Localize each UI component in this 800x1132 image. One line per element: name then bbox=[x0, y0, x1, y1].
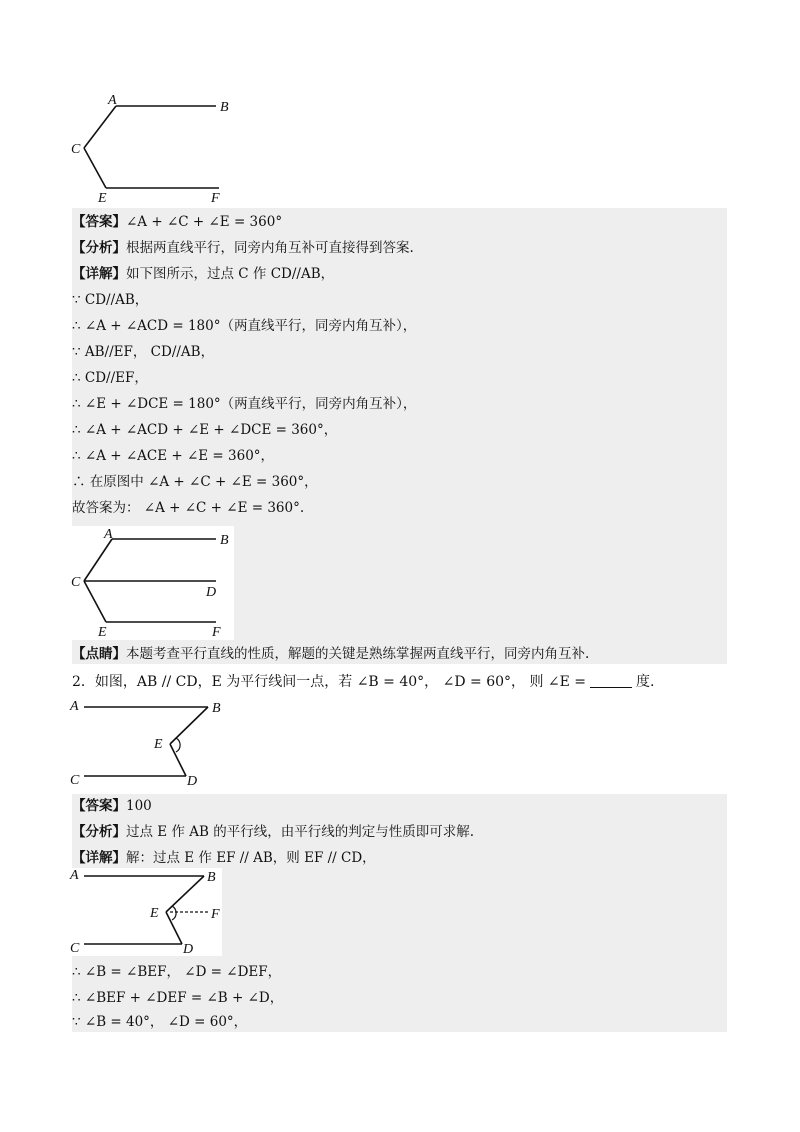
answer-2-text: 100 bbox=[126, 798, 152, 814]
analysis-2-line bbox=[72, 822, 727, 842]
label-e: E bbox=[150, 906, 159, 921]
figure-4-svg bbox=[66, 868, 222, 956]
label-e: E bbox=[154, 737, 163, 752]
label-b: B bbox=[220, 100, 229, 115]
label-e: E bbox=[98, 625, 107, 640]
label-f: F bbox=[211, 191, 220, 204]
comment-1-text: 本题考查平行直线的性质，解题的关键是熟练掌握两直线平行，同旁内角互补. bbox=[126, 646, 590, 662]
label-f: F bbox=[212, 625, 221, 640]
comment-tag: 【点睛】 bbox=[72, 646, 126, 662]
detail-1-line bbox=[72, 264, 727, 284]
step-2-3: ∵ ∠B = 40°， ∠D = 60°， bbox=[72, 1014, 248, 1030]
step-1-7: ∴ ∠A + ∠ACE + ∠E = 360°， bbox=[72, 448, 275, 464]
label-d: D bbox=[183, 942, 194, 956]
label-b: B bbox=[212, 701, 221, 716]
label-a: A bbox=[70, 868, 79, 883]
figure-1 bbox=[66, 92, 246, 204]
figure-2-svg bbox=[66, 526, 234, 640]
answer-1-line bbox=[72, 212, 727, 232]
detail-tag: 【详解】 bbox=[72, 850, 126, 866]
detail-2-text: 解：过点 E 作 EF // AB，则 EF // CD， bbox=[126, 850, 376, 866]
label-c: C bbox=[71, 575, 81, 590]
figure-2 bbox=[66, 526, 234, 640]
figure-3-svg bbox=[66, 696, 236, 792]
answer-tag: 【答案】 bbox=[72, 798, 126, 814]
label-c: C bbox=[70, 773, 80, 788]
label-a: A bbox=[108, 93, 117, 108]
analysis-1-text: 根据两直线平行，同旁内角互补可直接得到答案. bbox=[126, 240, 414, 256]
figure-1-svg bbox=[66, 92, 246, 204]
label-f: F bbox=[211, 907, 220, 922]
answer-tag: 【答案】 bbox=[72, 214, 126, 230]
question-2 bbox=[72, 672, 727, 692]
step-1-2: ∴ ∠A + ∠ACD = 180°（两直线平行，同旁内角互补）， bbox=[72, 318, 417, 334]
label-e: E bbox=[98, 191, 107, 204]
label-b: B bbox=[220, 533, 229, 548]
figure-4 bbox=[66, 868, 222, 956]
answer-1-text: ∠A + ∠C + ∠E = 360° bbox=[126, 214, 283, 230]
detail-1-text: 如下图所示，过点 C 作 CD//AB， bbox=[126, 266, 335, 282]
label-d: D bbox=[206, 585, 217, 600]
label-c: C bbox=[70, 941, 80, 956]
analysis-2-text: 过点 E 作 AB 的平行线，由平行线的判定与性质即可求解. bbox=[126, 824, 474, 840]
question-2-text: 2．如图，AB // CD，E 为平行线间一点，若 ∠B = 40°， ∠D = 60°， 则 ∠E = bbox=[72, 674, 587, 690]
label-a: A bbox=[70, 699, 79, 714]
label-d: D bbox=[187, 774, 198, 789]
detail-tag: 【详解】 bbox=[72, 266, 126, 282]
analysis-tag: 【分析】 bbox=[72, 240, 126, 256]
label-c: C bbox=[71, 142, 81, 157]
figure-3 bbox=[66, 696, 236, 792]
comment-1-line bbox=[72, 644, 727, 664]
label-a: A bbox=[104, 527, 113, 542]
answer-blank bbox=[590, 673, 632, 688]
step-1-5: ∴ ∠E + ∠DCE = 180°（两直线平行，同旁内角互补）， bbox=[72, 396, 417, 412]
step-1-4: ∴ CD//EF， bbox=[72, 370, 148, 386]
answer-2-line bbox=[72, 796, 727, 816]
step-1-9: 故答案为： ∠A + ∠C + ∠E = 360°. bbox=[72, 500, 305, 516]
step-2-2: ∴ ∠BEF + ∠DEF = ∠B + ∠D， bbox=[72, 990, 284, 1006]
step-1-3: ∵ AB//EF， CD//AB， bbox=[72, 344, 215, 360]
analysis-tag: 【分析】 bbox=[72, 824, 126, 840]
label-b: B bbox=[207, 870, 216, 885]
step-1-1: ∵ CD//AB， bbox=[72, 292, 149, 308]
analysis-1-line bbox=[72, 238, 727, 258]
question-2-unit: 度. bbox=[636, 674, 655, 690]
step-1-8: ∴ 在原图中 ∠A + ∠C + ∠E = 360°， bbox=[72, 474, 318, 490]
step-1-6: ∴ ∠A + ∠ACD + ∠E + ∠DCE = 360°， bbox=[72, 422, 338, 438]
detail-2-line bbox=[72, 848, 727, 868]
step-2-1: ∴ ∠B = ∠BEF， ∠D = ∠DEF， bbox=[72, 964, 282, 980]
